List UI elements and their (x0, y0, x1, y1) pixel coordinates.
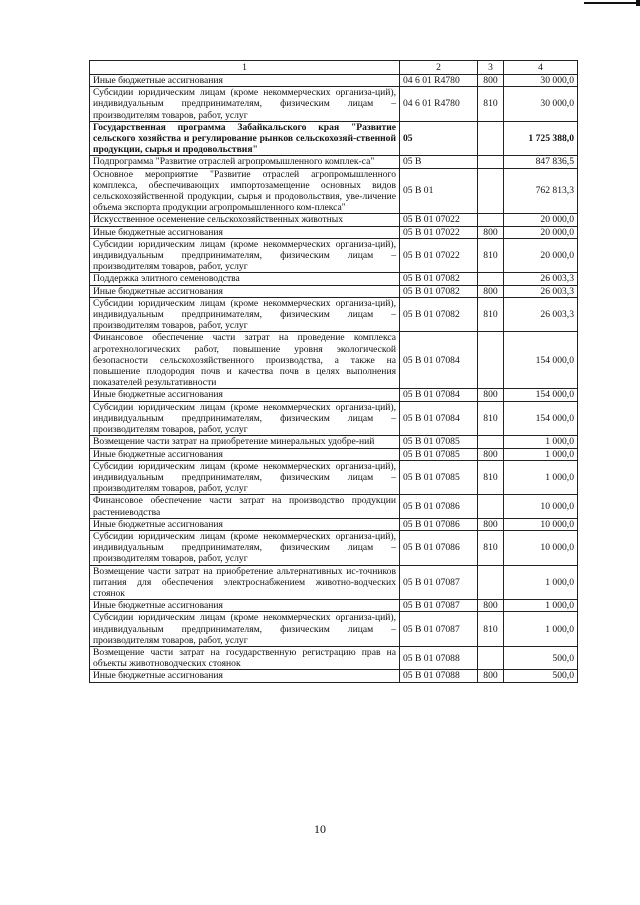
row-sum-cell: 26 003,3 (504, 297, 578, 332)
row-name-cell: Финансовое обеспечение части затрат на проведение комплекса агротехнологических работ, повышение уровня экологической безопасности сельскохозяйственного производства, а также на повышение плодородия почв и качества почв в целях выполнения показателей результативности (90, 332, 400, 389)
row-name-cell: Иные бюджетные ассигнования (90, 75, 400, 87)
row-sum-cell: 762 813,3 (504, 168, 578, 214)
row-code-cell: 05 В 01 07085 (400, 460, 478, 495)
row-name-cell: Иные бюджетные ассигнования (90, 448, 400, 460)
row-code-cell: 05 В 01 07087 (400, 565, 478, 600)
corner-scan-mark (578, 0, 640, 6)
row-code-cell: 05 В 01 07084 (400, 389, 478, 401)
row-vr-cell (478, 121, 504, 156)
table-row (90, 156, 578, 168)
row-vr-cell (478, 646, 504, 669)
row-code-cell: 05 В 01 07085 (400, 448, 478, 460)
row-code-cell: 05 (400, 121, 478, 156)
row-name-cell: Основное мероприятие "Развитие отраслей агропромышленного комплекса, обеспечивающих импортозамещение основных видов сельскохозяйственной продукции, сырья и продовольствия, уве-личение объема экспорта продукции агропромышленного ком-плекса" (90, 168, 400, 214)
table-row (90, 448, 578, 460)
corner-mark-tick (636, 0, 640, 6)
row-sum-cell: 154 000,0 (504, 332, 578, 389)
row-vr-cell: 800 (478, 226, 504, 238)
row-sum-cell: 1 000,0 (504, 460, 578, 495)
row-vr-cell: 810 (478, 297, 504, 332)
row-name-cell: Иные бюджетные ассигнования (90, 285, 400, 297)
row-code-cell: 05 В 01 07086 (400, 495, 478, 518)
row-name-cell: Возмещение части затрат на приобретение минеральных удобре-ний (90, 436, 400, 448)
row-vr-cell: 810 (478, 401, 504, 436)
table-row (90, 87, 578, 122)
row-name-cell: Подпрограмма "Развитие отраслей агропромышленного комплек-са" (90, 156, 400, 168)
row-sum-cell: 1 000,0 (504, 600, 578, 612)
row-sum-cell: 1 725 388,0 (504, 121, 578, 156)
row-name-cell: Субсидии юридическим лицам (кроме некоммерческих организа-ций), индивидуальным предпринимателям, физическим лицам – производителям товаров, работ, услуг (90, 460, 400, 495)
row-vr-cell: 800 (478, 670, 504, 682)
row-name-cell: Финансовое обеспечение части затрат на производство продукции растениеводства (90, 495, 400, 518)
row-sum-cell: 1 000,0 (504, 436, 578, 448)
row-name-cell: Субсидии юридическим лицам (кроме некоммерческих организа-ций), индивидуальным предпринимателям, физическим лицам – производителям товаров, работ, услуг (90, 238, 400, 273)
row-name-cell: Искусственное осеменение сельскохозяйственных животных (90, 214, 400, 226)
table-row (90, 518, 578, 530)
table-row (90, 436, 578, 448)
row-sum-cell: 1 000,0 (504, 448, 578, 460)
header-col-4: 4 (504, 61, 578, 75)
row-vr-cell (478, 156, 504, 168)
row-vr-cell: 810 (478, 238, 504, 273)
row-sum-cell: 500,0 (504, 646, 578, 669)
row-code-cell: 04 6 01 R4780 (400, 75, 478, 87)
row-sum-cell: 30 000,0 (504, 75, 578, 87)
page-number: 10 (314, 822, 326, 836)
row-vr-cell (478, 214, 504, 226)
row-code-cell: 05 В 01 07084 (400, 401, 478, 436)
table-row (90, 75, 578, 87)
table-row (90, 273, 578, 285)
table-row (90, 600, 578, 612)
table-row (90, 460, 578, 495)
row-name-cell: Иные бюджетные ассигнования (90, 226, 400, 238)
row-vr-cell: 800 (478, 448, 504, 460)
row-code-cell: 05 В 01 07085 (400, 436, 478, 448)
row-sum-cell: 26 003,3 (504, 273, 578, 285)
row-vr-cell: 800 (478, 389, 504, 401)
row-sum-cell: 1 000,0 (504, 565, 578, 600)
table-row (90, 670, 578, 682)
table-row (90, 612, 578, 647)
row-code-cell: 05 В 01 07088 (400, 646, 478, 669)
row-vr-cell (478, 332, 504, 389)
row-code-cell: 05 В 01 07022 (400, 226, 478, 238)
row-vr-cell (478, 436, 504, 448)
row-name-cell: Субсидии юридическим лицам (кроме некоммерческих организа-ций), индивидуальным предпринимателям, физическим лицам – производителям товаров, работ, услуг (90, 87, 400, 122)
row-code-cell: 05 В 01 07082 (400, 285, 478, 297)
row-code-cell: 05 В 01 (400, 168, 478, 214)
row-code-cell: 04 6 01 R4780 (400, 87, 478, 122)
row-sum-cell: 20 000,0 (504, 226, 578, 238)
row-sum-cell: 500,0 (504, 670, 578, 682)
table-row (90, 285, 578, 297)
header-col-1: 1 (90, 61, 400, 75)
row-vr-cell: 810 (478, 87, 504, 122)
row-sum-cell: 20 000,0 (504, 214, 578, 226)
corner-mark-bar (584, 2, 640, 4)
row-sum-cell: 154 000,0 (504, 389, 578, 401)
row-sum-cell: 1 000,0 (504, 612, 578, 647)
table-row (90, 646, 578, 669)
row-vr-cell: 810 (478, 612, 504, 647)
row-name-cell: Субсидии юридическим лицам (кроме некоммерческих организа-ций), индивидуальным предпринимателям, физическим лицам – производителям товаров, работ, услуг (90, 401, 400, 436)
table-row (90, 238, 578, 273)
row-name-cell: Субсидии юридическим лицам (кроме некоммерческих организа-ций), индивидуальным предпринимателям, физическим лицам – производителям товаров, работ, услуг (90, 530, 400, 565)
table-row (90, 226, 578, 238)
row-name-cell: Иные бюджетные ассигнования (90, 518, 400, 530)
row-name-cell: Государственная программа Забайкальского края "Развитие сельского хозяйства и регулирование рынков сельскохозяй-ственной продукции, сырья и продовольствия" (90, 121, 400, 156)
row-code-cell: 05 В 01 07086 (400, 518, 478, 530)
table-row (90, 121, 578, 156)
row-code-cell: 05 В 01 07084 (400, 332, 478, 389)
row-name-cell: Иные бюджетные ассигнования (90, 389, 400, 401)
row-code-cell: 05 В 01 07088 (400, 670, 478, 682)
row-sum-cell: 10 000,0 (504, 518, 578, 530)
row-vr-cell (478, 168, 504, 214)
row-sum-cell: 154 000,0 (504, 401, 578, 436)
table-row (90, 565, 578, 600)
row-vr-cell: 810 (478, 460, 504, 495)
table-row (90, 332, 578, 389)
row-code-cell: 05 В 01 07082 (400, 273, 478, 285)
budget-table (89, 60, 578, 683)
row-code-cell: 05 В 01 07082 (400, 297, 478, 332)
table-row (90, 214, 578, 226)
row-code-cell: 05 В (400, 156, 478, 168)
row-sum-cell: 30 000,0 (504, 87, 578, 122)
row-sum-cell: 26 003,3 (504, 285, 578, 297)
table-row (90, 389, 578, 401)
row-vr-cell (478, 495, 504, 518)
row-vr-cell: 800 (478, 518, 504, 530)
table-row (90, 401, 578, 436)
row-vr-cell (478, 565, 504, 600)
row-vr-cell: 800 (478, 600, 504, 612)
row-vr-cell: 800 (478, 75, 504, 87)
row-code-cell: 05 В 01 07022 (400, 238, 478, 273)
row-vr-cell: 800 (478, 285, 504, 297)
table-row (90, 297, 578, 332)
row-name-cell: Иные бюджетные ассигнования (90, 670, 400, 682)
row-code-cell: 05 В 01 07087 (400, 600, 478, 612)
table-row (90, 495, 578, 518)
row-name-cell: Субсидии юридическим лицам (кроме некоммерческих организа-ций), индивидуальным предпринимателям, физическим лицам – производителям товаров, работ, услуг (90, 612, 400, 647)
row-code-cell: 05 В 01 07022 (400, 214, 478, 226)
row-name-cell: Субсидии юридическим лицам (кроме некоммерческих организа-ций), индивидуальным предпринимателям, физическим лицам – производителям товаров, работ, услуг (90, 297, 400, 332)
table-body (90, 75, 578, 683)
table-row (90, 168, 578, 214)
row-name-cell: Иные бюджетные ассигнования (90, 600, 400, 612)
table-row (90, 530, 578, 565)
row-code-cell: 05 В 01 07086 (400, 530, 478, 565)
row-sum-cell: 847 836,5 (504, 156, 578, 168)
row-name-cell: Возмещение части затрат на приобретение альтернативных ис-точников питания для обеспечения электроснабжением животно-водческих стоянок (90, 565, 400, 600)
row-vr-cell: 810 (478, 530, 504, 565)
header-col-2: 2 (400, 61, 478, 75)
header-col-3: 3 (478, 61, 504, 75)
row-name-cell: Поддержка элитного семеноводства (90, 273, 400, 285)
row-code-cell: 05 В 01 07087 (400, 612, 478, 647)
row-sum-cell: 20 000,0 (504, 238, 578, 273)
row-name-cell: Возмещение части затрат на государственную регистрацию прав на объекты животноводческих стоянок (90, 646, 400, 669)
row-sum-cell: 10 000,0 (504, 530, 578, 565)
row-sum-cell: 10 000,0 (504, 495, 578, 518)
header-row (90, 61, 578, 75)
row-vr-cell (478, 273, 504, 285)
